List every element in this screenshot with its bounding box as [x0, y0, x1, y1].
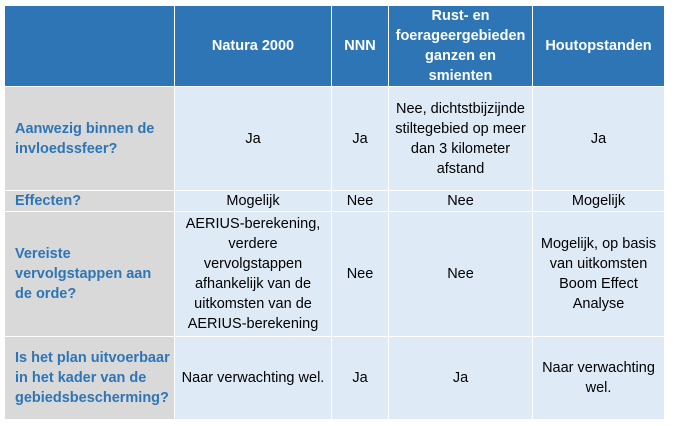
header-corner — [5, 6, 175, 87]
row-label: Is het plan uitvoerbaar in het kader van de gebiedsbescherming? — [5, 337, 175, 420]
table-cell: Mogelijk, op basis van uitkomsten Boom Effect Analyse — [533, 212, 665, 337]
table-cell: Nee — [389, 191, 533, 212]
table-cell: Mogelijk — [175, 191, 332, 212]
table-cell: Nee — [389, 212, 533, 337]
table-cell: Naar verwachting wel. — [175, 337, 332, 420]
table-cell: AERIUS-berekening, verdere vervolgstappen afhankelijk van de uitkomsten van de AERIUS-berekening — [175, 212, 332, 337]
row-label: Aanwezig binnen de invloedssfeer? — [5, 87, 175, 191]
table-cell: Ja — [332, 87, 389, 191]
table-row — [5, 337, 665, 420]
table-cell: Nee — [332, 212, 389, 337]
table-cell: Ja — [332, 337, 389, 420]
table-row — [5, 87, 665, 191]
header-nnn: NNN — [332, 6, 389, 87]
assessment-table — [4, 5, 665, 420]
table-cell: Nee — [332, 191, 389, 212]
table-cell: Ja — [389, 337, 533, 420]
header-rust-en-foerageergebieden: Rust- en foerageergebieden ganzen en smienten — [389, 6, 533, 87]
header-row — [5, 6, 665, 87]
table-cell: Nee, dichtstbijzijnde stiltegebied op meer dan 3 kilometer afstand — [389, 87, 533, 191]
header-houtopstanden: Houtopstanden — [533, 6, 665, 87]
table-cell: Naar verwachting wel. — [533, 337, 665, 420]
table-cell: Ja — [533, 87, 665, 191]
table-row — [5, 212, 665, 337]
table-cell: Ja — [175, 87, 332, 191]
table-cell: Mogelijk — [533, 191, 665, 212]
header-natura-2000: Natura 2000 — [175, 6, 332, 87]
table-row — [5, 191, 665, 212]
row-label: Vereiste vervolgstappen aan de orde? — [5, 212, 175, 337]
row-label: Effecten? — [5, 191, 175, 212]
